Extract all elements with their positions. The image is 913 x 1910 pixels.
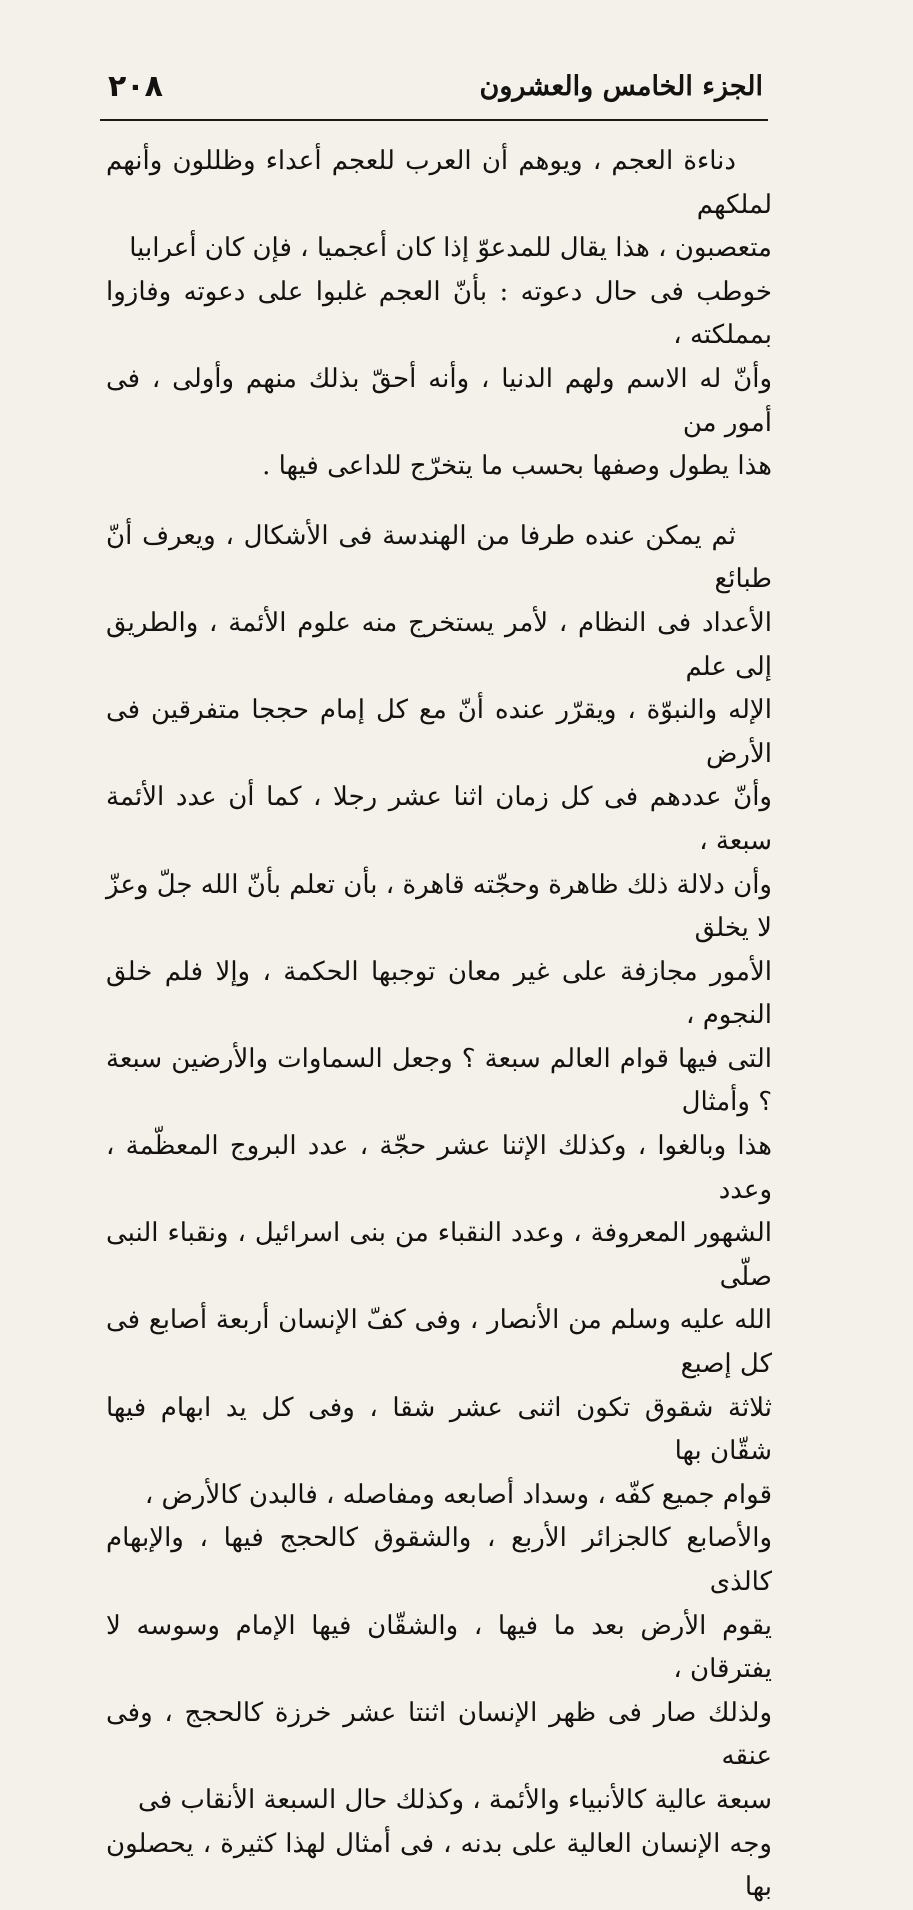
text-line: ولذلك صار فى ظهر الإنسان اثنتا عشر خرزة كالحجج ، وفى عنقه — [106, 1697, 772, 1772]
text-line: ثم يمكن عنده طرفا من الهندسة فى الأشكال ، ويعرف أنّ طبائع — [106, 520, 772, 595]
header-divider — [100, 119, 768, 121]
text-line: وأنّ عددهم فى كل زمان اثنا عشر رجلا ، كما أن عدد الأئمة سبعة ، — [106, 782, 772, 856]
text-line: هذا وبالغوا ، وكذلك الإثنا عشر حجّة ، عدد البروج المعظّمة ، وعدد — [106, 1131, 772, 1205]
running-header — [108, 62, 763, 110]
text-line: الله عليه وسلم من الأنصار ، وفى كفّ الإنسان أربعة أصابع فى كل إصبع — [106, 1305, 772, 1380]
text-line: الشهور المعروفة ، وعدد النقباء من بنى اسرائيل ، ونقباء النبى صلّى — [106, 1218, 772, 1292]
paragraph — [106, 515, 772, 1910]
text-line: هذا يطول وصفها بحسب ما يتخرّج للداعى فيها . — [262, 451, 772, 482]
page-number: ٢٠٨ — [108, 68, 163, 104]
text-line: يقوم الأرض بعد ما فيها ، والشقّان فيها الإمام وسوسه لا يفترقان ، — [106, 1610, 772, 1685]
text-line: الأمور مجازفة على غير معان توجبها الحكمة ، وإلا فلم خلق النجوم ، — [106, 956, 772, 1031]
text-line: وأنّ له الاسم ولهم الدنيا ، وأنه أحقّ بذلك منهم وأولى ، فى أمور من — [106, 363, 772, 438]
text-line: سبعة عالية كالأنبياء والأئمة ، وكذلك حال السبعة الأنقاب فى — [138, 1784, 772, 1815]
text-line: دناءة العجم ، ويوهم أن العرب للعجم أعداء وظللون وأنهم لملكهم — [106, 146, 772, 220]
text-line: قوام جميع كفّه ، وسداد أصابعه ومفاصله ، فالبدن كالأرض ، — [144, 1479, 772, 1510]
text-line: وجه الإنسان العالية على بدنه ، فى أمثال لهذا كثيرة ، يحصلون بها — [106, 1828, 772, 1903]
paragraph-gap — [106, 489, 772, 515]
text-line: ثلاثة شقوق تكون اثنى عشر شقا ، وفى كل يد ابهام فيها شقّان بها — [106, 1392, 772, 1467]
text-line: وأن دلالة ذلك ظاهرة وحجّته قاهرة ، بأن تعلم بأنّ الله جلّ وعزّ لا يخلق — [106, 869, 772, 944]
text-line: التى فيها قوام العالم سبعة ؟ وجعل السماوات والأرضين سبعة ؟ وأمثال — [106, 1043, 772, 1118]
paragraph — [106, 140, 772, 489]
text-line: الأعداد فى النظام ، لأمر يستخرج منه علوم الأئمة ، والطريق إلى علم — [106, 607, 772, 682]
body-text — [106, 140, 772, 1910]
running-title: الجزء الخامس والعشرون — [479, 70, 763, 102]
text-line: والأصابع كالجزائر الأربع ، والشقوق كالحجج فيها ، والإبهام كالذى — [106, 1523, 772, 1597]
text-line: متعصبون ، هذا يقال للمدعوّ إذا كان أعجميا ، فإن كان أعرابيا — [129, 233, 772, 264]
text-line: خوطب فى حال دعوته : بأنّ العجم غلبوا على دعوته وفازوا بمملكته ، — [106, 276, 772, 351]
text-line: الإله والنبوّة ، ويقرّر عنده أنّ مع كل إمام حججا متفرقين فى الأرض — [106, 695, 772, 769]
